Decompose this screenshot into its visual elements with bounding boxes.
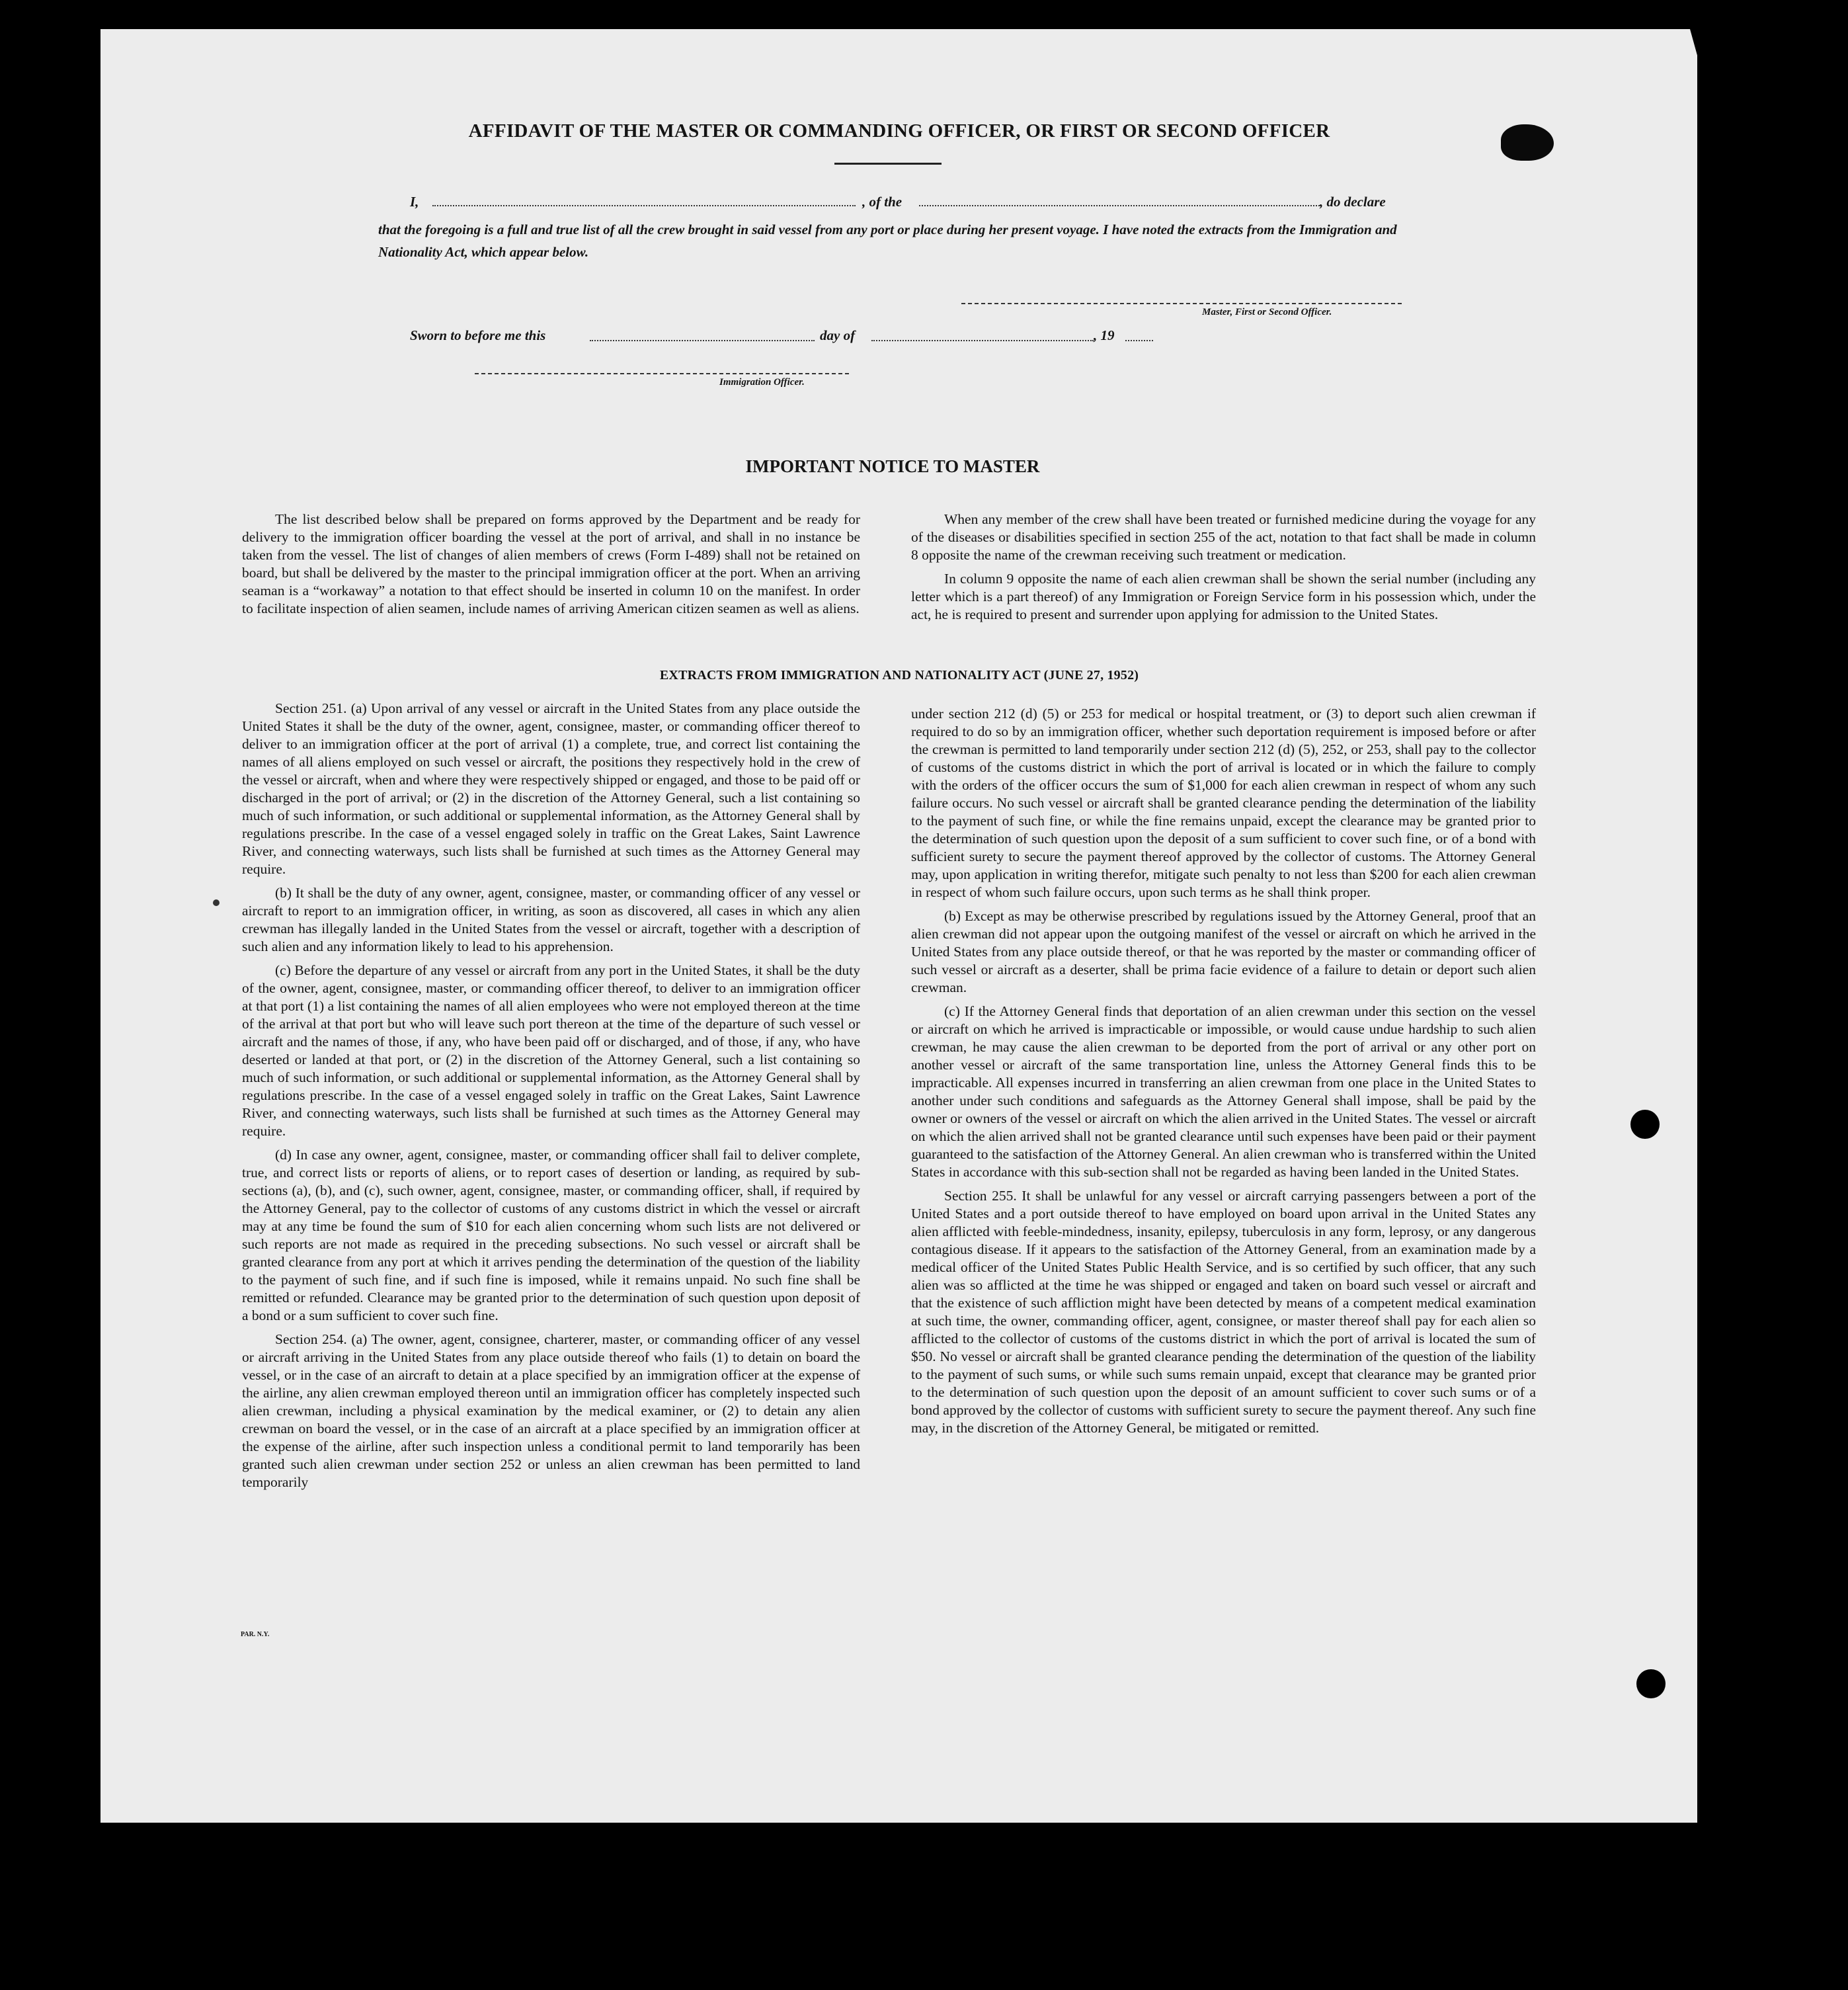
extracts-right-column: [911, 705, 1536, 1437]
stray-mark: [213, 899, 220, 906]
officer-signature-caption: Immigration Officer.: [719, 377, 805, 388]
day-of-label: day of: [820, 327, 856, 343]
extracts-heading: EXTRACTS FROM IMMIGRATION AND NATIONALITY ACT (JUNE 27, 1952): [659, 668, 1139, 683]
declarant-label: I,: [410, 194, 419, 210]
section-paragraph: under section 212 (d) (5) or 253 for medical or hospital treatment, or (3) to deport such alien crewman if required to do so by an immigration officer, whether such deportation requirement is imposed before or after the crewman is permitted to land temporarily under section 212 (d) (5), 252, or 253, shall pay to the collector of customs of the customs district in which the port of arrival is located or in which the failure to comply with the orders of the officer occurs the sum of $1,000 for each alien crewman in respect of whom any such failure occurs. No such vessel or aircraft shall be granted clearance pending the determination of the liability to the payment of such fine, or while the fine remains unpaid, except the clearance may be granted prior to the determination of such question upon the deposit of a sum sufficient to cover such fine, or of a bond with sufficient surety to secure the payment thereof approved by the collector of customs. The Attorney General may, upon application in writing therefor, mitigate such penalty to not less than $200 for each alien crewman in respect of whom such failure occurs, upon such terms as he shall think proper.: [911, 706, 1536, 900]
sworn-day-field[interactable]: [590, 328, 815, 341]
notice-paragraph: The list described below shall be prepared on forms approved by the Department and be ready for delivery to the immigration officer boarding the vessel at the port of arrival, and shall in no instance be taken from the vessel. The list of changes of alien members of crews (Form I-489) shall not be retained on board, but shall be delivered by the master to the principal immigration officer at the port. When an arriving seaman is a “workaway” a notation to that effect should be inserted in column 10 on the manifest. In order to facilitate inspection of alien seamen, include names of arriving American citizen seamen as well as aliens.: [242, 511, 860, 616]
master-signature-line[interactable]: [961, 303, 1402, 304]
sworn-label: Sworn to before me this: [410, 327, 546, 343]
section-paragraph: (d) In case any owner, agent, consignee, master, or commanding officer shall fail to deliver complete, true, and correct lists or reports of aliens, or to report cases of desertion or landing, as required by sub-sections (a), (b), and (c), such owner, agent, consignee, master, or commanding officer, shall, if required by the Attorney General, pay to the collector of customs of any customs district in which the vessel or aircraft may at any time be found the sum of $10 for each alien concerning whom such lists are not delivered or such reports are not made as required in the preceding subsections. No such vessel or aircraft shall be granted clearance from any port at which it arrives pending the determination of the question of the liability to the payment of such fine, and if such fine is imposed, while it remains unpaid. No such fine shall be remitted or refunded. Clearance may be granted prior to the determination of such question upon deposit of a bond or a sum sufficient to cover such fine.: [242, 1147, 860, 1323]
title-rule: [834, 163, 942, 165]
printer-mark: PAR. N.Y.: [241, 1631, 270, 1638]
sworn-month-field[interactable]: [871, 328, 1094, 341]
year-label: , 19: [1094, 327, 1115, 343]
punch-hole: [1636, 1669, 1666, 1698]
declarant-name-field[interactable]: [432, 193, 856, 206]
affidavit-statement: that the foregoing is a full and true list of all the crew brought in said vessel from any port or place during her present voyage. I have noted the extracts from the Immigration and Nationality Act, which appear below.: [378, 222, 1397, 260]
vessel-name-field[interactable]: [919, 193, 1320, 206]
torn-corner: [1674, 29, 1806, 188]
punch-hole: [1630, 1110, 1660, 1139]
section-paragraph: (b) Except as may be otherwise prescribed by regulations issued by the Attorney General, proof that an alien crewman did not appear upon the outgoing manifest of the vessel or aircraft on which he arrived in the United States from any place outside thereof, or that he was reported by the master or commanding officer of such vessel or aircraft as a deserter, shall be prima facie evidence of a failure to detain or deport such alien crewman.: [911, 908, 1536, 995]
section-paragraph: (c) If the Attorney General finds that deportation of an alien crewman under this section on the vessel or aircraft on which he arrived is impracticable or impossible, or would cause undue hardship to such alien crewman, he may cause the alien crewman to be deported from the port of arrival or any other port on another vessel or aircraft of the same transportation line, unless the Attorney General finds this to be impracticable. All expenses incurred in transferring an alien crewman from one place in the United States to another under such conditions and safeguards as the Attorney General shall impose, shall be paid by the owner or owners of the vessel or aircraft on which the alien arrived in the United States. The vessel or aircraft on which the alien arrived shall not be granted clearance until such expenses have been paid or their payment guaranteed to the satisfaction of the Attorney General. An alien crewman who is transferred within the United States in accordance with this sub-section shall not be regarded as having been landed in the United States.: [911, 1003, 1536, 1180]
notice-heading: IMPORTANT NOTICE TO MASTER: [745, 456, 1040, 476]
notice-paragraph: When any member of the crew shall have been treated or furnished medicine during the voyage for any of the diseases or disabilities specified in section 255 of the act, notation to that fact shall be made in column 8 opposite the name of the crewman receiving such treatment or medication.: [911, 511, 1536, 563]
extracts-left-column: [242, 700, 860, 1491]
section-paragraph: (b) It shall be the duty of any owner, agent, consignee, master, or commanding officer of any vessel or aircraft to report to an immigration officer, in writing, as soon as discovered, all cases in which any alien crewman has illegally landed in the United States from the vessel or aircraft, together with a description of such alien and any information likely to lead to his apprehension.: [242, 885, 860, 954]
section-paragraph: Section 254. (a) The owner, agent, consignee, charterer, master, or commanding officer of any vessel or aircraft arriving in the United States from any place outside thereof who fails (1) to detain on board the vessel, or in the case of an aircraft to detain at a place specified by an immigration officer at the expense of the airline, any alien crewman employed thereon until an immigration officer has completely inspected such alien crewman, including a physical examination by the medical examiner, or (2) to detain any alien crewman on board the vessel, or in the case of an aircraft at a place specified by an immigration officer at the expense of the airline, after such inspection unless a conditional permit to land temporarily has been granted such alien crewman under section 252 or unless an alien crewman has been permitted to land temporarily: [242, 1331, 860, 1490]
section-paragraph: Section 251. (a) Upon arrival of any vessel or aircraft in the United States from any place outside the United States it shall be the duty of the owner, agent, consignee, master, or commanding officer thereof to deliver to an immigration officer at the port of arrival (1) a complete, true, and correct list containing the names of all aliens employed on such vessel or aircraft, the positions they respectively hold in the crew of the vessel or aircraft, when and where they were respectively shipped or engaged, and those to be paid off or discharged in the port of arrival; or (2) in the discretion of the Attorney General, such a list containing so much of such information, or such additional or supplemental information, as the Attorney General shall by regulations prescribe. In the case of a vessel engaged solely in traffic on the Great Lakes, Saint Lawrence River, and connecting waterways, such lists shall be furnished at such times as the Attorney General may require.: [242, 700, 860, 877]
section-paragraph: (c) Before the departure of any vessel or aircraft from any port in the United States, it shall be the duty of the owner, agent, consignee, master, or commanding officer thereof, to deliver to an immigration officer at that port (1) a list containing the names of all alien employees who were not employed thereon at the time of the arrival at that port but who will leave such port thereon at the time of the departure of such vessel or aircraft and the names of those, if any, who have been paid off or discharged, and of those, if any, who have deserted or landed at that port, or (2) in the discretion of the Attorney General, such a list containing so much of such information, or such additional or supplemental information, as the Attorney General shall by regulations prescribe. In the case of a vessel engaged solely in traffic on the Great Lakes, Saint Lawrence River, and connecting waterways, such lists shall be furnished at such times as the Attorney General may require.: [242, 962, 860, 1139]
ink-blot: [1501, 124, 1554, 161]
do-declare-label: , do declare: [1320, 194, 1386, 210]
master-signature-caption: Master, First or Second Officer.: [1202, 307, 1332, 317]
affidavit-title: AFFIDAVIT OF THE MASTER OR COMMANDING OFFICER, OR FIRST OR SECOND OFFICER: [468, 120, 1330, 142]
sworn-year-field[interactable]: [1125, 328, 1153, 341]
section-paragraph: Section 255. It shall be unlawful for any vessel or aircraft carrying passengers between a port of the United States and a port outside thereof to have employed on board upon arrival in the United States any alien afflicted with feeble-mindedness, insanity, epilepsy, tuberculosis in any form, leprosy, or any dangerous contagious disease. If it appears to the satisfaction of the Attorney General, from an examination made by a medical officer of the United States Public Health Service, and is so certified by such officer, that any such alien was so afflicted at the time he was shipped or engaged and taken on board such vessel or aircraft and that the existence of such affliction might have been detected by means of a competent medical examination at such time, the owner, commanding officer, agent, consignee, or master thereof shall pay for each alien so afflicted to the collector of customs of the customs district in which the port of arrival is located the sum of $50. No vessel or aircraft shall be granted clearance pending the determination of the question of the liability to the payment of such sums, or while such sums remain unpaid, except that clearance may be granted prior to the determination of such question upon the deposit of an amount sufficient to cover such sums or of a bond approved by the collector of customs with sufficient surety to secure the payment thereof. Any such fine may, in the discretion of the Attorney General, be mitigated or remitted.: [911, 1188, 1536, 1436]
notice-paragraph: In column 9 opposite the name of each alien crewman shall be shown the serial number (including any letter which is a part thereof) of any Immigration or Foreign Service form in his possession which, under the act, he is required to present and surrender upon applying for admission to the United States.: [911, 571, 1536, 622]
notice-left-column: [242, 511, 860, 618]
officer-signature-line[interactable]: [475, 373, 849, 374]
notice-right-column: [911, 511, 1536, 624]
of-the-label: , of the: [862, 194, 903, 210]
